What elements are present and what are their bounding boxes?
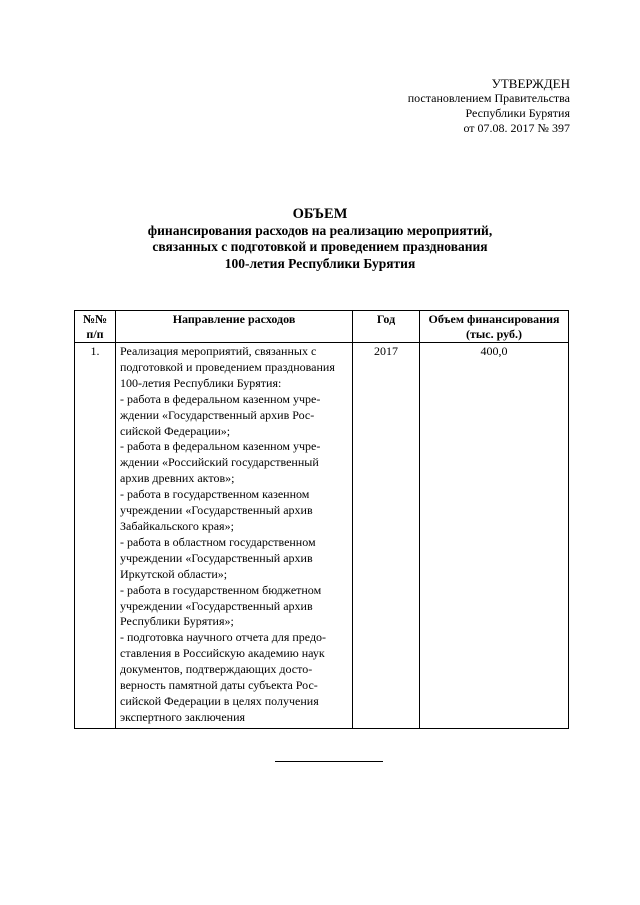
description-line: ждении «Государственный архив Рос- [120,407,315,422]
document-title: ОБЪЕМ [292,206,348,222]
description-line: ставления в Российскую академию наук [120,646,325,661]
document-heading [0,206,640,272]
description-line: учреждении «Государственный архив [120,550,313,565]
description-line: ждении «Российский государственный [120,455,319,470]
description-line: учреждении «Государственный архив [120,598,313,613]
approval-line-decree: постановлением Правительства [407,91,570,105]
header-direction: Направление расходов [116,311,353,343]
row-year: 2017 [353,343,420,729]
description-line: - работа в федеральном казенном учре- [120,439,321,454]
document-subtitle-line2: связанных с подготовкой и проведением празднования [152,239,488,254]
header-number: №№ п/п [75,311,116,343]
description-line: - работа в государственном казенном [120,487,310,502]
description-line: - работа в федеральном казенном учре- [120,391,321,406]
document-subtitle-line1: финансирования расходов на реализацию мероприятий, [147,222,493,238]
description-line: архив древних актов»; [120,471,235,486]
document-subtitle-line3: 100-летия Республики Бурятия [224,255,416,271]
header-volume: Объем финансирования (тыс. руб.) [420,311,569,343]
description-line: - подготовка научного отчета для предо- [120,630,327,645]
approval-line-government: Республики Бурятия [465,106,570,120]
description-line: Реализация мероприятий, связанных с [120,344,317,358]
description-line: Республики Бурятия»; [120,614,234,629]
description-line: подготовкой и проведением празднования [120,359,335,374]
approval-title: УТВЕРЖДЕН [491,76,570,91]
header-year: Год [353,311,420,343]
approval-stamp [408,76,570,136]
description-line: - работа в государственном бюджетном [120,582,322,597]
description-line: документов, подтверждающих досто- [120,662,313,677]
description-line: 100-летия Республики Бурятия: [120,375,282,390]
funding-table [74,310,569,729]
description-line: сийской Федерации»; [120,423,231,438]
description-line: верность памятной даты субъекта Рос- [120,678,318,693]
table-row [75,343,569,729]
row-description [116,343,353,729]
table-header-row [75,311,569,343]
closing-divider [275,761,383,762]
description-line: Иркутской области»; [120,566,228,581]
approval-line-date-number: от 07.08. 2017 № 397 [463,121,570,135]
description-line: учреждении «Государственный архив [120,503,313,518]
description-line: сийской Федерации в целях получения [120,693,319,708]
row-amount: 400,0 [420,343,569,729]
description-line: экспертного заключения [120,709,246,724]
description-line: Забайкальского края»; [120,518,234,533]
row-number: 1. [75,343,116,729]
description-line: - работа в областном государственном [120,534,316,549]
